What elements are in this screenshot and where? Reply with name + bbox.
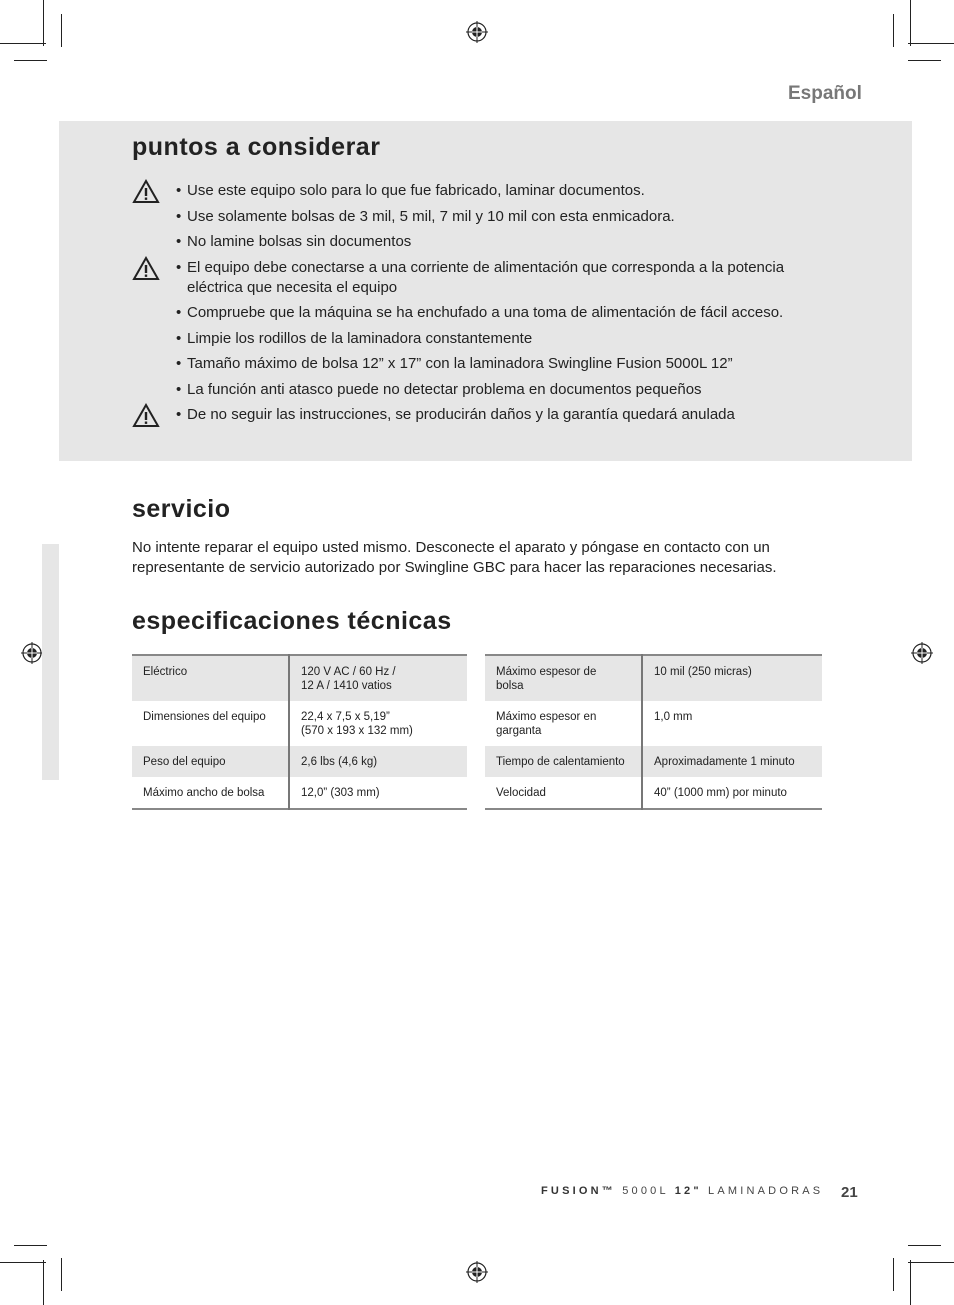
crop-mark — [908, 43, 954, 44]
table-row — [132, 777, 467, 809]
bullet-dot: • — [176, 233, 182, 250]
warning-icon — [132, 403, 160, 429]
bullet-dot: • — [176, 258, 182, 276]
crop-mark — [0, 43, 46, 44]
spec-label: Velocidad — [485, 777, 642, 809]
bullet-dot: • — [176, 380, 182, 398]
spec-value: 10 mil (250 micras) — [642, 655, 822, 701]
crop-mark — [893, 14, 894, 47]
footer-brand: FUSION™ — [541, 1185, 616, 1197]
consideration-item — [132, 181, 832, 201]
crop-mark — [61, 14, 62, 47]
warning-icon — [132, 256, 160, 282]
crop-mark — [43, 1260, 44, 1305]
warning-icon — [132, 179, 160, 205]
consideration-text: La función anti atasco puede no detectar problema en documentos pequeños — [187, 380, 702, 398]
registration-mark-icon — [466, 21, 488, 43]
consideration-text: Use este equipo solo para lo que fue fabricado, laminar documentos. — [187, 182, 645, 199]
spec-label: Peso del equipo — [132, 746, 289, 777]
consideration-text: De no seguir las instrucciones, se producirán daños y la garantía quedará anulada — [187, 406, 735, 423]
footer-title — [541, 1185, 823, 1197]
footer-size: 12" — [674, 1185, 702, 1197]
language-label: Español — [788, 83, 862, 104]
spec-value: 2,6 lbs (4,6 kg) — [289, 746, 467, 777]
crop-mark — [908, 60, 941, 61]
consideration-text: El equipo debe conectarse a una corriente de alimentación que corresponda a la potencia eléctrica que necesita el equipo — [187, 258, 785, 296]
bullet-dot: • — [176, 207, 182, 225]
specs-title: especificaciones técnicas — [132, 607, 452, 635]
spec-value: 22,4 x 7,5 x 5,19” (570 x 193 x 132 mm) — [301, 711, 413, 737]
table-row — [485, 701, 822, 746]
bullet-dot: • — [176, 304, 182, 321]
consideration-text: No lamine bolsas sin documentos — [187, 233, 412, 250]
registration-mark-icon — [466, 1261, 488, 1283]
crop-mark — [61, 1258, 62, 1291]
table-row — [485, 777, 822, 809]
consideration-item — [132, 232, 832, 252]
table-row — [132, 701, 467, 746]
consideration-text: Tamaño máximo de bolsa 12” x 17” con la laminadora Swingline Fusion 5000L 12” — [187, 355, 733, 372]
table-row — [485, 655, 822, 701]
consideration-item — [132, 354, 832, 374]
service-text: No intente reparar el equipo usted mismo. Desconecte el aparato y póngase en contacto con un representante de servicio autorizado por Swingline GBC para hacer las reparaciones necesarias. — [132, 539, 777, 576]
consideration-text: Compruebe que la máquina se ha enchufado a una toma de alimentación de fácil acceso. — [187, 304, 784, 321]
crop-mark — [43, 0, 44, 46]
consideration-item — [132, 329, 832, 349]
spec-label: Máximo ancho de bolsa — [132, 777, 289, 809]
crop-mark — [910, 0, 911, 46]
spec-value: 40” (1000 mm) por minuto — [654, 787, 787, 799]
considerations-list — [132, 181, 832, 431]
spec-label: Tiempo de calentamiento — [485, 746, 642, 777]
crop-mark — [910, 1260, 911, 1305]
spec-label: Eléctrico — [132, 655, 289, 701]
consideration-item — [132, 405, 832, 425]
consideration-text: Limpie los rodillos de la laminadora constantemente — [187, 329, 533, 347]
crop-mark — [893, 1258, 894, 1291]
crop-mark — [908, 1245, 941, 1246]
bullet-dot: • — [176, 355, 182, 372]
considerations-title: puntos a considerar — [132, 133, 381, 161]
consideration-item — [132, 258, 832, 298]
specs-table-right — [485, 654, 822, 810]
side-tab-bar — [42, 544, 59, 780]
crop-mark — [14, 1245, 47, 1246]
bullet-dot: • — [176, 182, 182, 199]
spec-value: 120 V AC / 60 Hz / 12 A / 1410 vatios — [289, 655, 467, 701]
table-row — [132, 655, 467, 701]
spec-value: 12,0” (303 mm) — [301, 787, 380, 799]
specs-table-left — [132, 654, 467, 810]
spec-label: Dimensiones del equipo — [132, 701, 289, 746]
spec-value: 1,0 mm — [654, 711, 693, 723]
table-row — [485, 746, 822, 777]
consideration-text: Use solamente bolsas de 3 mil, 5 mil, 7 mil y 10 mil con esta enmicadora. — [187, 207, 675, 225]
service-title: servicio — [132, 495, 231, 523]
table-row — [132, 746, 467, 777]
bullet-dot: • — [176, 329, 182, 347]
crop-mark — [0, 1262, 46, 1263]
consideration-item — [132, 380, 832, 400]
registration-mark-icon — [911, 642, 933, 664]
consideration-item — [132, 207, 832, 227]
page-number: 21 — [841, 1184, 858, 1201]
footer-model: 5000L — [622, 1185, 669, 1197]
spec-label: Máximo espesor de bolsa — [485, 655, 642, 701]
crop-mark — [908, 1262, 954, 1263]
crop-mark — [14, 60, 47, 61]
consideration-item — [132, 303, 832, 323]
registration-mark-icon — [21, 642, 43, 664]
bullet-dot: • — [176, 406, 182, 423]
footer-product: LAMINADORAS — [708, 1185, 824, 1197]
spec-value: Aproximadamente 1 minuto — [642, 746, 822, 777]
spec-label: Máximo espesor en garganta — [485, 701, 642, 746]
